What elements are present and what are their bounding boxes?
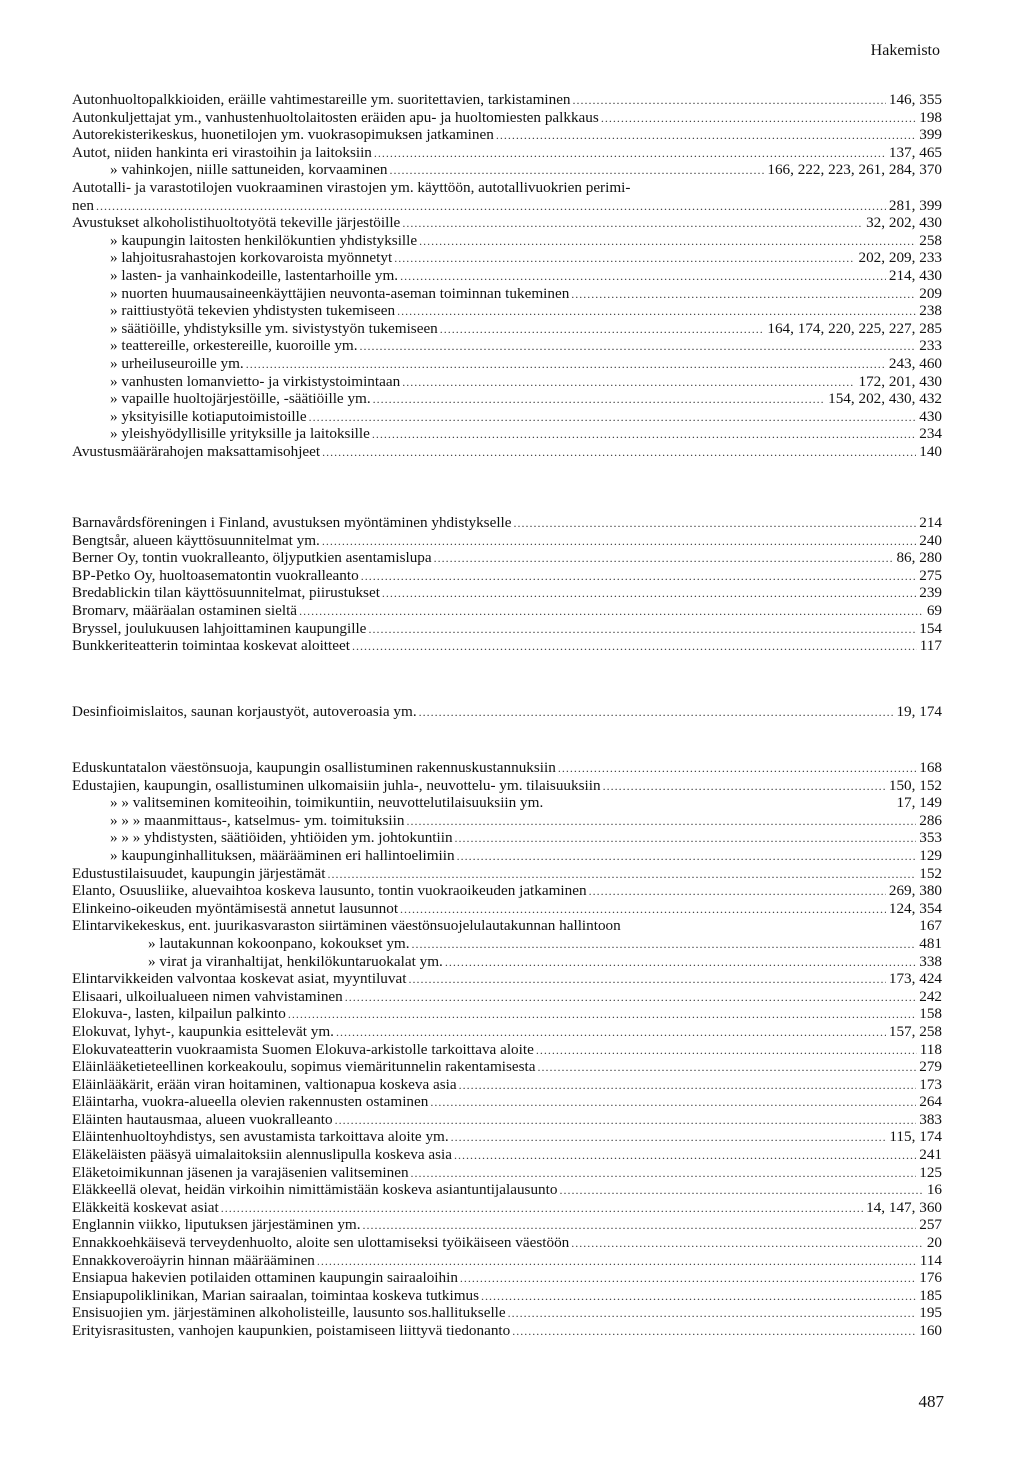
index-entry-pages: 118: [919, 1040, 942, 1058]
index-entry: [72, 1304, 942, 1322]
index-entry-text: » lautakunnan kokoonpano, kokoukset ym.: [148, 934, 410, 952]
index-entry-pages: 168: [919, 759, 942, 776]
index-entry-pages: 258: [919, 231, 942, 249]
index-entry-pages: 166, 222, 223, 261, 284, 370: [767, 161, 942, 179]
index-entry: [72, 1216, 942, 1234]
index-entry: [72, 1093, 942, 1111]
index-entry: [72, 584, 942, 602]
dot-leader: [363, 1217, 917, 1235]
index-entry-text: Eläketoimikunnan jäsenen ja varajäsenien valitseminen: [72, 1163, 409, 1181]
index-entry: [72, 302, 942, 320]
index-entry: [72, 373, 942, 391]
index-entry-pages: 176: [919, 1269, 942, 1287]
index-section-a: [72, 91, 942, 460]
index-entry-pages: 137, 465: [888, 143, 942, 161]
index-entry: [72, 232, 942, 250]
index-entry-text: Ensisuojien ym. järjestäminen alkoholisteille, lausunto sos.hallitukselle: [72, 1304, 506, 1322]
index-entry-pages: 173: [919, 1075, 942, 1093]
index-entry: [72, 794, 942, 812]
index-entry-text: Eläinten hautausmaa, alueen vuokralleanto: [72, 1110, 333, 1128]
index-entry: [72, 953, 942, 971]
index-entry-pages: 154: [919, 619, 942, 637]
dot-leader: [322, 533, 916, 551]
index-entry: [72, 847, 942, 865]
dot-leader: [538, 1059, 917, 1077]
index-entry: [72, 567, 942, 585]
index-entry-text: Bengtsår, alueen käyttösuunnitelmat ym.: [72, 531, 320, 549]
index-entry-pages: 164, 174, 220, 225, 227, 285: [767, 319, 942, 337]
index-entry: [72, 637, 942, 655]
index-entry: [72, 144, 942, 162]
index-entry-pages: 281, 399: [888, 196, 942, 214]
dot-leader: [299, 603, 924, 621]
index-entry: [72, 337, 942, 355]
index-entry: [72, 126, 942, 144]
index-entry-text: Elokuvateatterin vuokraamista Suomen Elokuva-arkistolle tarkoittava aloite: [72, 1040, 534, 1058]
dot-leader: [221, 1200, 863, 1218]
dot-leader: [406, 813, 916, 831]
index-entry-pages: 214, 430: [888, 266, 942, 284]
index-entry-text: Ennakkoehkäisevä terveydenhuolto, aloite sen ulottamiseksi työikäiseen väestöön: [72, 1234, 570, 1252]
index-entry: [72, 355, 942, 373]
index-entry-text: Eläintenhuoltoyhdistys, sen avustamista tarkoittava aloite ym.: [72, 1128, 449, 1146]
index-entry-text: » » » maanmittaus-, katselmus- ym. toimituksiin: [110, 811, 405, 829]
index-entry: [72, 1058, 942, 1076]
index-entry-pages: 338: [919, 952, 942, 970]
index-entry-text: Ensiapua hakevien potilaiden ottaminen kaupungin sairaaloihin: [72, 1269, 458, 1287]
index-entry-pages: 214: [919, 514, 942, 531]
index-section-d: [72, 703, 942, 721]
index-entry-text: Avustusmäärärahojen maksattamisohjeet: [72, 442, 321, 460]
index-entry-text: nen: [72, 196, 94, 214]
index-entry-text: » » valitseminen komiteoihin, toimikuntiin, neuvottelutilaisuuksiin ym.: [110, 794, 544, 812]
index-entry-text: » yleishyödyllisille yrityksille ja laitoksille: [110, 425, 370, 443]
dot-leader: [558, 760, 916, 778]
index-entry: [72, 1005, 942, 1023]
index-entry-pages: 241: [919, 1146, 942, 1164]
dot-leader: [322, 444, 916, 462]
dot-leader: [288, 1006, 916, 1024]
index-entry-text: Autotalli- ja varastotilojen vuokraaminen virastojen ym. käyttöön, autotallivuokrien perimi-: [72, 178, 631, 196]
dot-leader: [589, 883, 886, 901]
index-entry: [72, 620, 942, 638]
index-section-e: [72, 759, 942, 1340]
index-entry: [72, 214, 942, 232]
index-entry: [72, 777, 942, 795]
index-entry-text: Erityisrasitusten, vanhojen kaupunkien, poistamiseen liittyvä tiedonanto: [72, 1322, 511, 1339]
index-entry-pages: 185: [919, 1286, 942, 1304]
index-entry-text: » » » yhdistysten, säätiöiden, yhtiöiden ym. johtokuntiin: [110, 829, 453, 847]
index-entry-text: » yksityisille kotiaputoimistoille: [110, 407, 307, 425]
index-entry: [72, 320, 942, 338]
dot-leader: [402, 374, 855, 392]
index-entry: [72, 703, 942, 721]
dot-leader: [571, 1235, 924, 1253]
index-entry-text: Berner Oy, tontin vuokralleanto, öljyputkien asentamislupa: [72, 549, 432, 567]
index-entry: [72, 865, 942, 883]
index-entry-text: Bryssel, joulukuusen lahjoittaminen kaupungille: [72, 619, 367, 637]
index-entry: [72, 1164, 942, 1182]
index-entry-text: Eläintarha, vuokra-alueella olevien rakennusten ostaminen: [72, 1093, 429, 1111]
index-entry: [72, 1076, 942, 1094]
dot-leader: [455, 830, 917, 848]
index-entry: [72, 759, 942, 777]
index-entry-pages: 157, 258: [888, 1022, 942, 1040]
index-entry: [72, 1287, 942, 1305]
dot-leader: [408, 971, 885, 989]
index-entry-pages: 19, 174: [896, 703, 942, 720]
index-entry: [72, 425, 942, 443]
dot-leader: [514, 515, 917, 533]
index-entry-text: » urheiluseuroille ym.: [110, 354, 244, 372]
index-entry-text: Autonkuljettajat ym., vanhustenhuoltolaitosten eräiden apu- ja huoltomiesten palkkaus: [72, 108, 599, 126]
dot-leader: [328, 866, 917, 884]
index-entry: [72, 829, 942, 847]
dot-leader: [496, 127, 916, 145]
dot-leader: [96, 198, 886, 216]
index-entry-pages: 140: [919, 442, 942, 460]
index-entry-text: » vapaille huoltojärjestöille, -säätiöille ym.: [110, 390, 371, 408]
index-entry-text: Bunkkeriteatterin toimintaa koskevat aloitteet: [72, 637, 350, 655]
index-entry-text: Eläinlääkärit, erään viran hoitaminen, valtionapua koskeva asia: [72, 1075, 457, 1093]
index-entry-text: Eduskuntatalon väestönsuoja, kaupungin osallistuminen rakennuskustannuksiin: [72, 759, 556, 776]
index-entry-text: Elintarvikkeiden valvontaa koskevat asiat, myyntiluvat: [72, 970, 407, 988]
index-entry-text: » virat ja viranhaltijat, henkilökuntaruokalat ym.: [148, 952, 443, 970]
index-entry-pages: 125: [919, 1163, 942, 1181]
index-entry-pages: 279: [919, 1058, 942, 1076]
index-entry: [72, 532, 942, 550]
index-entry-text: Elintarvikekeskus, ent. juurikasvaraston siirtäminen väestönsuojelulautakunnan hallintoon: [72, 917, 621, 935]
dot-leader: [419, 704, 894, 722]
index-entry: [72, 91, 942, 109]
dot-leader: [390, 162, 765, 180]
dot-leader: [601, 110, 916, 128]
index-entry-pages: 114: [919, 1251, 942, 1269]
index-entry-pages: 129: [919, 846, 942, 864]
index-entry: [72, 988, 942, 1006]
index-entry-text: Englannin viikko, liputuksen järjestäminen ym.: [72, 1216, 361, 1234]
index-entry: [72, 1234, 942, 1252]
dot-leader: [402, 215, 863, 233]
index-entry-text: BP-Petko Oy, huoltoasematontin vuokralleanto: [72, 566, 359, 584]
index-entry-text: Elisaari, ulkoilualueen nimen vahvistaminen: [72, 987, 343, 1005]
dot-leader: [361, 568, 917, 586]
index-entry-pages: 269, 380: [888, 882, 942, 900]
index-entry-pages: 353: [919, 829, 942, 847]
dot-leader: [451, 1129, 887, 1147]
dot-leader: [352, 638, 917, 656]
index-entry-text: Avustukset alkoholistihuoltotyötä tekeville järjestöille: [72, 214, 401, 232]
index-entry-pages: 86, 280: [896, 549, 942, 567]
dot-leader: [573, 92, 886, 110]
dot-leader: [317, 1253, 917, 1271]
index-entry-text: Eläinlääketieteellinen korkeakoulu, sopimus viemäritunnelin rakentamisesta: [72, 1058, 536, 1076]
index-entry: [72, 514, 942, 532]
index-entry: [72, 109, 942, 127]
index-entry-pages: 167: [919, 917, 942, 935]
dot-leader: [508, 1305, 917, 1323]
index-entry-pages: 243, 460: [888, 354, 942, 372]
index-entry-pages: 481: [919, 934, 942, 952]
index-entry-pages: 240: [919, 531, 942, 549]
index-entry-text: » lasten- ja vanhainkodeille, lastentarhoille ym.: [110, 266, 399, 284]
index-entry-text: Autot, niiden hankinta eri virastoihin ja laitoksiin: [72, 143, 372, 161]
dot-leader: [457, 848, 917, 866]
index-entry-pages: 233: [919, 337, 942, 355]
index-entry-pages: 152: [919, 864, 942, 882]
dot-leader: [430, 1094, 916, 1112]
dot-leader: [571, 286, 916, 304]
index-entry-pages: 209: [919, 284, 942, 302]
dot-leader: [400, 268, 886, 286]
index-entry-pages: 32, 202, 430: [866, 214, 942, 232]
index-entry: [72, 900, 942, 918]
index-entry-pages: 195: [919, 1304, 942, 1322]
dot-leader: [336, 1024, 886, 1042]
dot-leader: [400, 901, 886, 919]
index-entry: [72, 1181, 942, 1199]
dot-leader: [374, 145, 886, 163]
index-entry-pages: 17, 149: [896, 794, 942, 812]
dot-leader: [360, 338, 917, 356]
dot-leader: [372, 426, 916, 444]
index-entry-pages: 16: [926, 1181, 942, 1199]
index-entry-text: » vahinkojen, niille sattuneiden, korvaaminen: [110, 161, 388, 179]
index-entry-pages: 124, 354: [888, 899, 942, 917]
dot-leader: [460, 1270, 916, 1288]
index-entry-pages: 383: [919, 1110, 942, 1128]
index-entry: [72, 549, 942, 567]
dot-leader: [512, 1323, 916, 1341]
index-entry: [72, 390, 942, 408]
dot-leader: [481, 1288, 916, 1306]
index-entry: [72, 935, 942, 953]
index-entry: [72, 917, 942, 935]
index-entry-text: Elinkeino-oikeuden myöntämisestä annetut lausunnot: [72, 899, 399, 917]
index-entry-text: Autorekisterikeskus, huonetilojen ym. vuokrasopimuksen jatkaminen: [72, 126, 494, 144]
index-entry-text: Bromarv, määräalan ostaminen sieltä: [72, 601, 298, 619]
dot-leader: [459, 1077, 917, 1095]
index-entry-pages: 173, 424: [888, 970, 942, 988]
index-entry-text: Ensiapupoliklinikan, Marian sairaalan, toimintaa koskeva tutkimus: [72, 1286, 480, 1304]
index-entry: [72, 1146, 942, 1164]
dot-leader: [445, 954, 916, 972]
dot-leader: [394, 250, 855, 268]
index-entry-pages: 198: [919, 108, 942, 126]
index-entry-text: Barnavårdsföreningen i Finland, avustuksen myöntäminen yhdistykselle: [72, 514, 512, 531]
index-entry-text: » nuorten huumausaineenkäyttäjien neuvonta-aseman toiminnan tukeminen: [110, 284, 570, 302]
dot-leader: [440, 321, 765, 339]
index-entry-pages: 430: [919, 407, 942, 425]
index-entry-pages: 239: [919, 584, 942, 602]
dot-leader: [246, 356, 886, 374]
index-entry-pages: 160: [919, 1322, 942, 1339]
index-entry: [72, 602, 942, 620]
index-entry-pages: 286: [919, 811, 942, 829]
index-entry: [72, 249, 942, 267]
index-entry: [72, 1111, 942, 1129]
index-entry-pages: 150, 152: [888, 776, 942, 794]
index-entry: [72, 1322, 942, 1340]
dot-leader: [454, 1147, 916, 1165]
index-entry-pages: 257: [919, 1216, 942, 1234]
index-entry: [72, 443, 942, 461]
index-entry-pages: 14, 147, 360: [866, 1198, 942, 1216]
running-header: Hakemisto: [870, 42, 940, 59]
dot-leader: [345, 989, 916, 1007]
page-number: 487: [918, 1392, 944, 1411]
index-entry-text: » lahjoitusrahastojen korkovaroista myönnetyt: [110, 249, 393, 267]
dot-leader: [335, 1112, 917, 1130]
index-entry-pages: 264: [919, 1093, 942, 1111]
index-entry: [72, 179, 942, 197]
index-entry: [72, 161, 942, 179]
index-section-b: [72, 514, 942, 655]
dot-leader: [419, 233, 916, 251]
index-entry-text: Edustajien, kaupungin, osallistuminen ulkomaisiin juhla-, neuvottelu- ym. tilaisuuksiin: [72, 776, 601, 794]
index-entry-pages: 20: [926, 1234, 942, 1252]
index-entry: [72, 1128, 942, 1146]
index-entry-text: Eläkkeellä olevat, heidän virkoihin nimittämistään koskeva asiantuntijalausunto: [72, 1181, 558, 1199]
index-entry-text: Eläkkeitä koskevat asiat: [72, 1198, 219, 1216]
index-entry-text: Elokuva-, lasten, kilpailun palkinto: [72, 1005, 286, 1023]
dot-leader: [411, 1165, 917, 1183]
index-entry: [72, 267, 942, 285]
index-entry-pages: 115, 174: [889, 1128, 942, 1146]
index-entry-text: » kaupungin laitosten henkilökuntien yhdistyksille: [110, 231, 418, 249]
index-entry: [72, 970, 942, 988]
index-entry: [72, 197, 942, 215]
dot-leader: [373, 391, 825, 409]
index-entry-pages: 154, 202, 430, 432: [828, 390, 942, 408]
dot-leader: [368, 621, 916, 639]
index-entry: [72, 1252, 942, 1270]
dot-leader: [434, 550, 894, 568]
dot-leader: [382, 585, 916, 603]
index-entry-text: Edustustilaisuudet, kaupungin järjestämät: [72, 864, 326, 882]
dot-leader: [536, 1042, 917, 1060]
dot-leader: [412, 936, 917, 954]
index-entry-text: Elanto, Osuusliike, aluevaihtoa koskeva lausunto, tontin vuokraoikeuden jatkaminen: [72, 882, 587, 900]
index-entry-text: Ennakkoveroäyrin hinnan määrääminen: [72, 1251, 315, 1269]
index-entry: [72, 1023, 942, 1041]
index-entry: [72, 285, 942, 303]
index-entry-text: » raittiustyötä tekevien yhdistysten tukemiseen: [110, 302, 396, 320]
dot-leader: [397, 303, 916, 321]
index-entry: [72, 408, 942, 426]
index-entry-text: » teattereille, orkestereille, kuoroille ym.: [110, 337, 358, 355]
index-entry: [72, 1041, 942, 1059]
index-entry-text: Eläkeläisten pääsyä uimalaitoksiin alennuslipulla koskeva asia: [72, 1146, 452, 1164]
index-entry-pages: 117: [919, 637, 942, 655]
dot-leader: [559, 1182, 923, 1200]
index-entry-pages: 234: [919, 425, 942, 443]
index-entry-text: » säätiöille, yhdistyksille ym. sivistystyön tukemiseen: [110, 319, 438, 337]
index-entry-text: Bredablickin tilan käyttösuunnitelmat, piirustukset: [72, 584, 380, 602]
index-entry-pages: 275: [919, 566, 942, 584]
index-entry-pages: 158: [919, 1005, 942, 1023]
index-entry-text: Desinfioimislaitos, saunan korjaustyöt, autoveroasia ym.: [72, 703, 417, 720]
index-entry-pages: 172, 201, 430: [858, 372, 942, 390]
index-entry-pages: 146, 355: [888, 91, 942, 108]
index-entry: [72, 1269, 942, 1287]
index-entry-text: Elokuvat, lyhyt-, kaupunkia esittelevät ym.: [72, 1022, 334, 1040]
index-entry-pages: 399: [919, 126, 942, 144]
dot-leader: [603, 778, 886, 796]
index-entry-text: » kaupunginhallituksen, määrääminen eri hallintoelimiin: [110, 846, 455, 864]
index-entry: [72, 1199, 942, 1217]
index-entry: [72, 882, 942, 900]
index-entry-text: » vanhusten lomanvietto- ja virkistystoimintaan: [110, 372, 401, 390]
index-entry-pages: 242: [919, 987, 942, 1005]
index-entry-text: Autonhuoltopalkkioiden, eräille vahtimestareille ym. suoritettavien, tarkistaminen: [72, 91, 571, 108]
index-entry-pages: 238: [919, 302, 942, 320]
dot-leader: [309, 409, 917, 427]
index-entry-pages: 69: [926, 601, 942, 619]
index-entry: [72, 812, 942, 830]
index-entry-pages: 202, 209, 233: [858, 249, 942, 267]
